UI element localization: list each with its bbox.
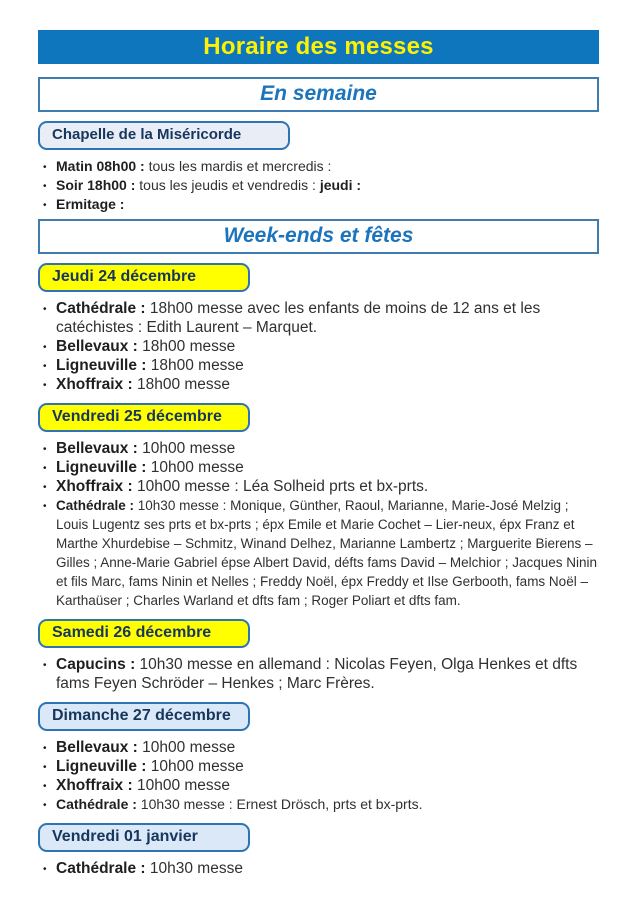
badge-row [38,263,599,292]
item-label-bold: Matin 08h00 : [56,158,145,174]
badge-row [38,403,599,432]
item-text: 18h00 messe [132,376,231,393]
document-body [38,77,599,878]
item-text: 10h30 messe : Monique, Günther, Raoul, Marianne, Marie-José Melzig ; Louis Lugentz ses prts et bx-prts ; épx Emile et Marie Cochet – Lier-neux, épx Franz et Marthe Xhurdebise – Schmitz, Winand Delhez, Marianne Lambertz ; Marguerite Bierens – Gilles ; Anne-Marie Gabriel épse Albert David, défts fams David – Melchior ; Jacques Ninin et fils Marc, fams Ninin et Nelles ; Freddy Noël, épx Freddy et Ilse Gerbooth, fams Noël – Karthaüser ; Charles Warland et dfts fam ; Roger Poliart et dfts fam. [56,498,597,608]
item-text: 10h30 messe [145,860,243,877]
item-text: 10h30 messe en allemand : Nicolas Feyen, Olga Henkes et dfts fams Feyen Schröder – Henkes ; Marc Frères. [56,656,578,692]
item-label-bold: Ermitage : [56,196,125,212]
date-badge: Jeudi 24 décembre [38,263,250,292]
badge-row [38,702,599,731]
item-text: 10h00 messe [132,777,231,794]
item-label-bold: Ligneuville : [56,758,147,775]
item-label-bold: Soir 18h00 : [56,177,136,193]
item-text: 10h00 messe [146,459,244,476]
list-item [38,795,599,814]
list-item [38,356,599,375]
date-badge: Vendredi 01 janvier [38,823,250,852]
item-label-bold: Xhoffraix : [56,478,133,495]
date-badge: Dimanche 27 décembre [38,702,250,731]
list-item [38,299,599,337]
section-heading: En semaine [38,77,599,112]
mass-list [38,655,599,693]
mass-list [38,439,599,610]
list-item [38,337,599,356]
item-label-bold: Cathédrale : [56,300,146,317]
list-item [38,776,599,795]
list-item [38,477,599,496]
list-item [38,157,599,176]
badge-row [38,619,599,648]
date-badge: Samedi 26 décembre [38,619,250,648]
page-title-banner: Horaire des messes [38,30,599,64]
item-text: 18h00 messe avec les enfants de moins de 12 ans et les catéchistes : Edith Laurent – Marquet. [56,300,541,336]
item-label-bold: Bellevaux : [56,440,138,457]
item-label-bold: Xhoffraix : [56,777,133,794]
list-item [38,375,599,394]
list-item [38,439,599,458]
item-label-bold: Ligneuville : [56,459,147,476]
item-text: 18h00 messe [146,357,244,374]
item-text: tous les jeudis et vendredis : [135,177,320,193]
section-heading: Week-ends et fêtes [38,219,599,254]
list-item [38,859,599,878]
item-text: 10h00 messe : Léa Solheid prts et bx-prts. [132,478,429,495]
mass-list [38,299,599,394]
item-label-bold: Bellevaux : [56,338,138,355]
badge-row [38,823,599,852]
item-label-bold: Ligneuville : [56,357,147,374]
item-label-bold: Bellevaux : [56,739,138,756]
list-item [38,655,599,693]
item-text: 10h00 messe [137,440,236,457]
item-text: 10h00 messe [146,758,244,775]
badge-row [38,121,599,150]
chapel-badge: Chapelle de la Miséricorde [38,121,290,150]
item-label-bold: Cathédrale : [56,498,135,513]
list-item [38,496,599,610]
item-label-bold: Capucins : [56,656,136,673]
item-label-bold: Cathédrale : [56,796,137,812]
date-badge: Vendredi 25 décembre [38,403,250,432]
list-item [38,458,599,477]
item-text: 18h00 messe [137,338,236,355]
item-label-bold: jeudi : [319,177,362,193]
mass-list [38,859,599,878]
item-label-bold: Xhoffraix : [56,376,133,393]
list-item [38,738,599,757]
item-text: tous les mardis et mercredis : [144,158,332,174]
mass-list [38,738,599,814]
list-item [38,176,599,195]
list-item [38,195,599,214]
item-text: 10h00 messe [137,739,236,756]
item-text: 10h30 messe : Ernest Drösch, prts et bx-prts. [136,796,423,812]
mass-list [38,157,599,214]
item-label-bold: Cathédrale : [56,860,146,877]
list-item [38,757,599,776]
